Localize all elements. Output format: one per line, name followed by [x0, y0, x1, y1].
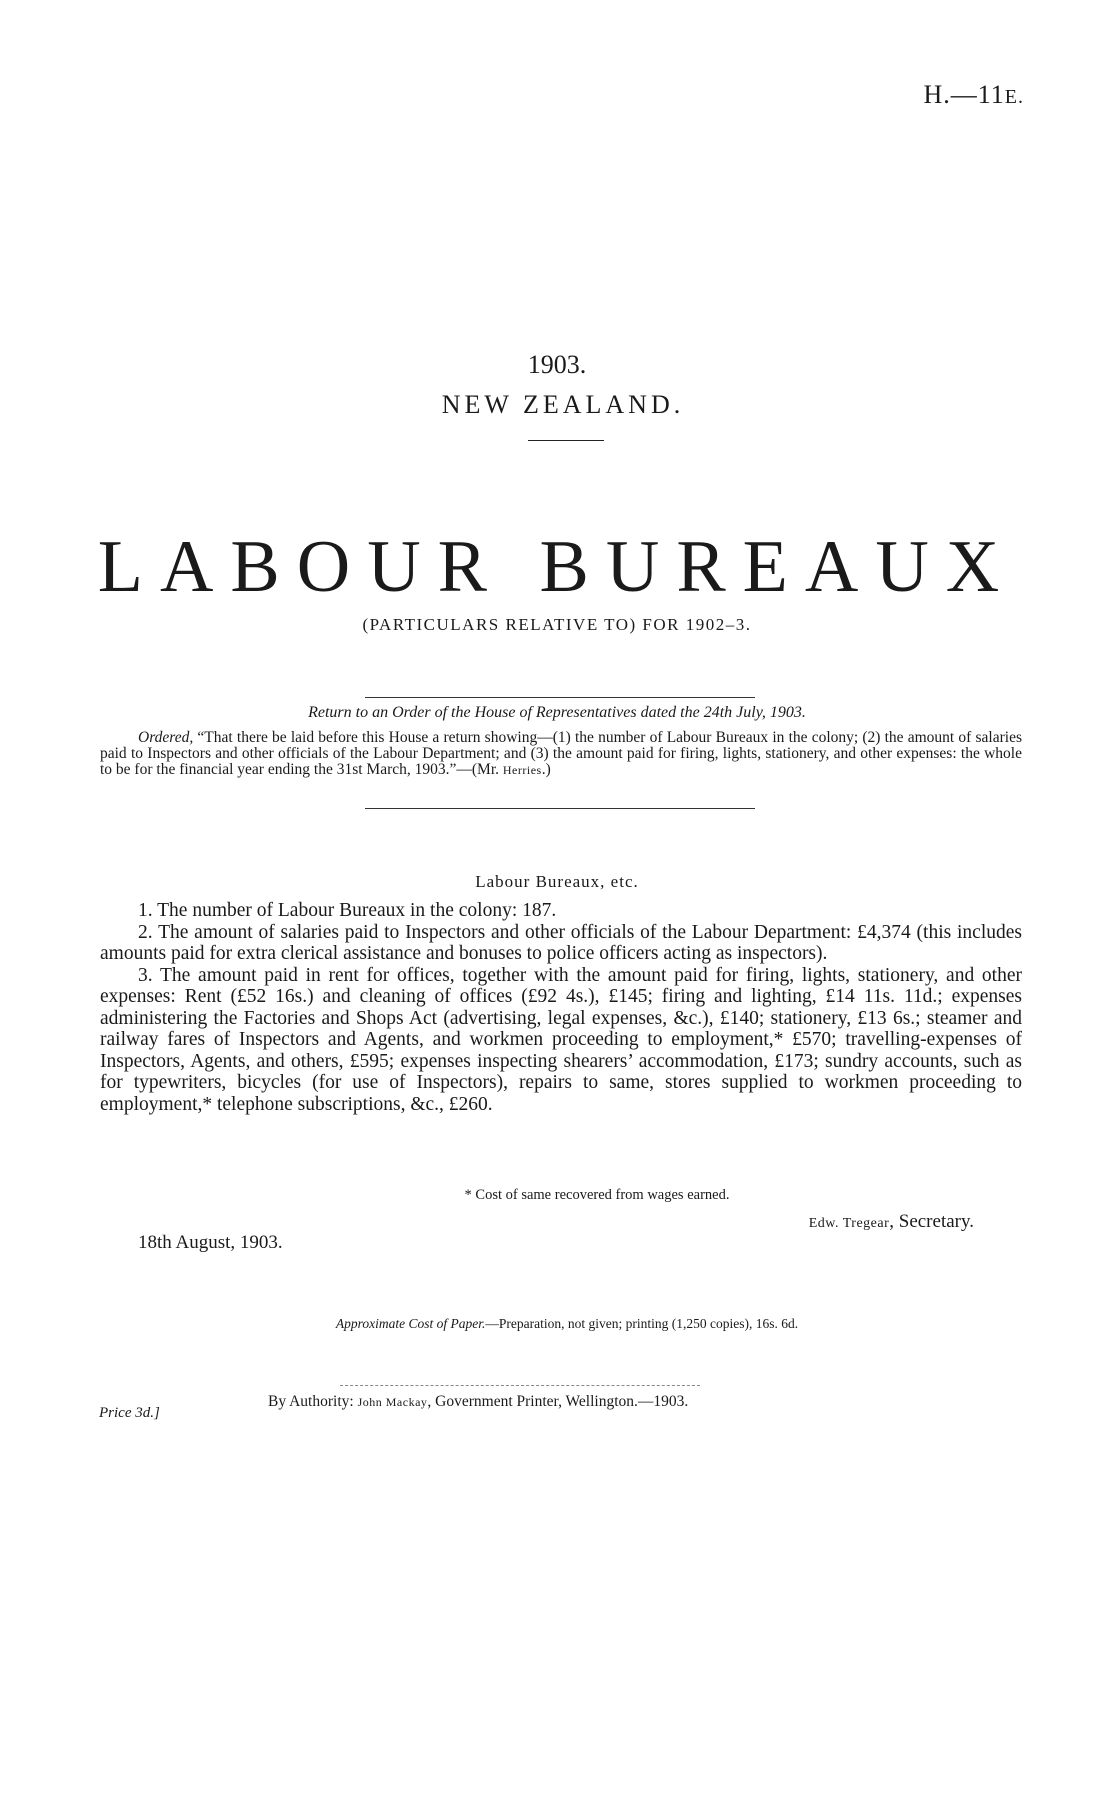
order-bottom-rule [365, 808, 755, 809]
order-mover-suffix: .) [541, 761, 551, 778]
page-subtitle: (PARTICULARS RELATIVE TO) FOR 1902–3. [362, 615, 752, 634]
document-year: 1903. [527, 350, 587, 379]
signatory-name: Edw. Tregear [808, 1216, 890, 1231]
page-title: LABOUR BUREAUX [97, 526, 1017, 608]
section-heading: Labour Bureaux, etc. [475, 872, 639, 891]
document-reference [923, 80, 1024, 110]
authority-prefix: By Authority: [268, 1393, 358, 1410]
order-text-block [100, 730, 1022, 778]
cost-of-paper [0, 1316, 1114, 1332]
document-date: 18th August, 1903. [138, 1232, 283, 1253]
signatory-title: , Secretary. [889, 1211, 974, 1232]
document-reference-suffix: E. [1004, 86, 1024, 108]
document-reference-prefix: H.—11 [923, 80, 1005, 109]
authority-suffix: , Government Printer, Wellington.—1903. [427, 1393, 689, 1410]
order-mover: Herries [502, 763, 542, 777]
country-heading: NEW ZEALAND. [441, 390, 685, 419]
divider-rule [528, 440, 604, 441]
ordered-label: Ordered, [138, 729, 194, 746]
paragraph-1: 1. The number of Labour Bureaux in the colony: 187. [138, 900, 557, 921]
order-top-rule [365, 697, 755, 698]
signature [809, 1211, 974, 1233]
paragraph-2: 2. The amount of salaries paid to Inspectors and other officials of the Labour Department: £4,374 (this includes amounts paid for extra clerical assistance and bonuses to police officers acting as inspectors). [100, 921, 1022, 964]
footnote: * Cost of same recovered from wages earned. [464, 1187, 730, 1203]
authority-rule [340, 1385, 700, 1386]
section-body [100, 900, 1022, 1115]
paragraph-3: 3. The amount paid in rent for offices, together with the amount paid for firing, lights, stationery, and other expenses: Rent (£52 16s.) and cleaning of offices (£92 4s.), £145; firing and lighting, £14 11s. 11d.; expenses administering the Factories and Shops Act (advertising, legal expenses, &c.), £140; stationery, £13 6s.; steamer and railway fares of Inspectors and Agents, and workmen proceeding to employment,* £570; travelling-expenses of Inspectors, Agents, and others, £595; expenses inspecting shearers’ accommodation, £173; sundry accounts, such as for typewriters, bicycles (for use of Inspectors), repairs to same, stores supplied to workmen proceeding to employment,* telephone subscriptions, &c., £260. [100, 964, 1022, 1115]
printer-authority [268, 1393, 688, 1411]
cost-label: Approximate Cost of Paper. [335, 1316, 486, 1331]
cost-text: —Preparation, not given; printing (1,250 copies), 16s. 6d. [485, 1316, 799, 1331]
order-text: “That there be laid before this House a return showing—(1) the number of Labour Bureaux in the colony; (2) the amount of salaries paid to Inspectors and other officials of the Labour Department; and (3) the amount paid for firing, lights, stationery, and other expenses: the whole to be for the financial year ending the 31st March, 1903.”—(Mr. [100, 729, 1022, 778]
printer-name: John Mackay [357, 1395, 428, 1409]
price: Price 3d.] [99, 1405, 160, 1421]
return-order-line: Return to an Order of the House of Representatives dated the 24th July, 1903. [308, 704, 806, 721]
